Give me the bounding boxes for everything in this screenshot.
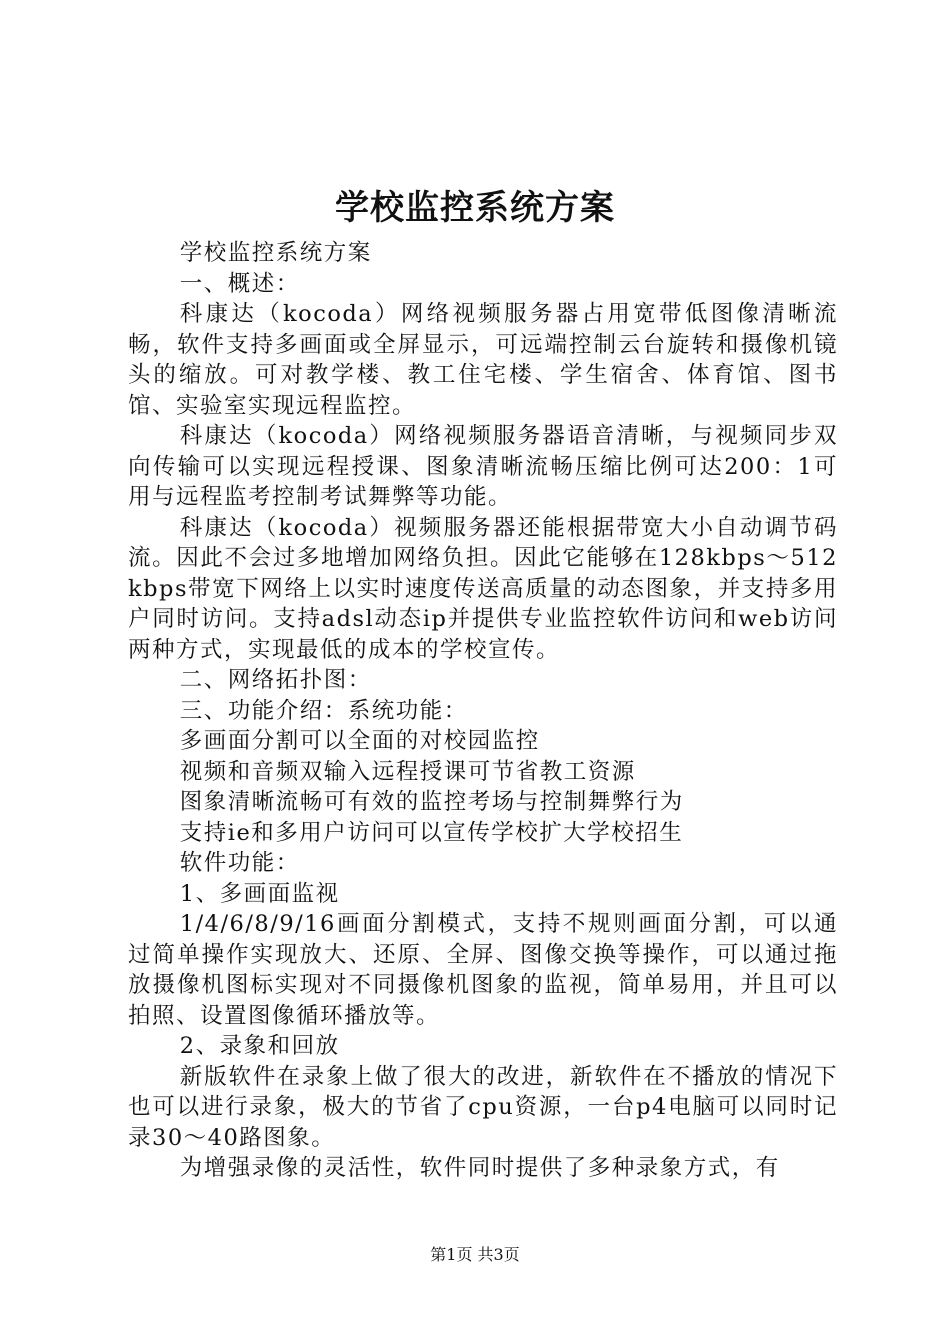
section-heading: 软件功能： [179, 850, 300, 876]
list-item: 多画面分割可以全面的对校园监控 [179, 728, 540, 754]
paragraph: 科康达（kocoda）网络视频服务器语音清晰，与视频同步双向传输可以实现远程授课、图象清晰流畅压缩比例可达200：1可用与远程监考控制考试舞弊等功能。 [128, 423, 838, 510]
paragraph: 学校监控系统方案 [179, 240, 372, 266]
paragraph: 为增强录像的灵活性，软件同时提供了多种录象方式，有 [179, 1155, 780, 1181]
page-footer: 第1页 共3页 [430, 1245, 520, 1264]
list-item: 支持ie和多用户访问可以宣传学校扩大学校招生 [179, 819, 684, 846]
paragraph: 科康达（kocoda）视频服务器还能根据带宽大小自动调节码流。因此不会过多地增加网络负担。因此它能够在128kbps～512kbps带宽下网络上以实时速度传送高质量的动态图象，并支持多用户同时访问。支持adsl动态ip并提供专业监控软件访问和web访问两种方式，实现最低的成本的学校宣传。 [128, 514, 838, 663]
document-body [128, 238, 838, 1184]
list-item: 视频和音频双输入远程授课可节省教工资源 [179, 758, 636, 785]
section-heading: 一、概述： [179, 270, 300, 297]
paragraph: 1/4/6/8/9/16画面分割模式，支持不规则画面分割，可以通过简单操作实现放大、还原、全屏、图像交换等操作，可以通过拖放摄像机图标实现对不同摄像机图象的监视，简单易用，并且可以拍照、设置图像循环播放等。 [128, 911, 838, 1029]
section-heading: 三、功能介绍：系统功能： [179, 697, 468, 724]
section-heading: 二、网络拓扑图： [179, 667, 372, 693]
subsection-heading: 2、录象和回放 [179, 1033, 340, 1059]
document-title: 学校监控系统方案 [335, 188, 615, 228]
paragraph: 科康达（kocoda）网络视频服务器占用宽带低图像清晰流畅，软件支持多画面或全屏显示，可远端控制云台旋转和摄像机镜头的缩放。可对教学楼、教工住宅楼、学生宿舍、体育馆、图书馆、实验室实现远程监控。 [128, 301, 838, 419]
subsection-heading: 1、多画面监视 [179, 880, 340, 907]
paragraph: 新版软件在录象上做了很大的改进，新软件在不播放的情况下也可以进行录象，极大的节省了cpu资源，一台p4电脑可以同时记录30～40路图象。 [128, 1063, 838, 1151]
list-item: 图象清晰流畅可有效的监控考场与控制舞弊行为 [179, 789, 684, 815]
